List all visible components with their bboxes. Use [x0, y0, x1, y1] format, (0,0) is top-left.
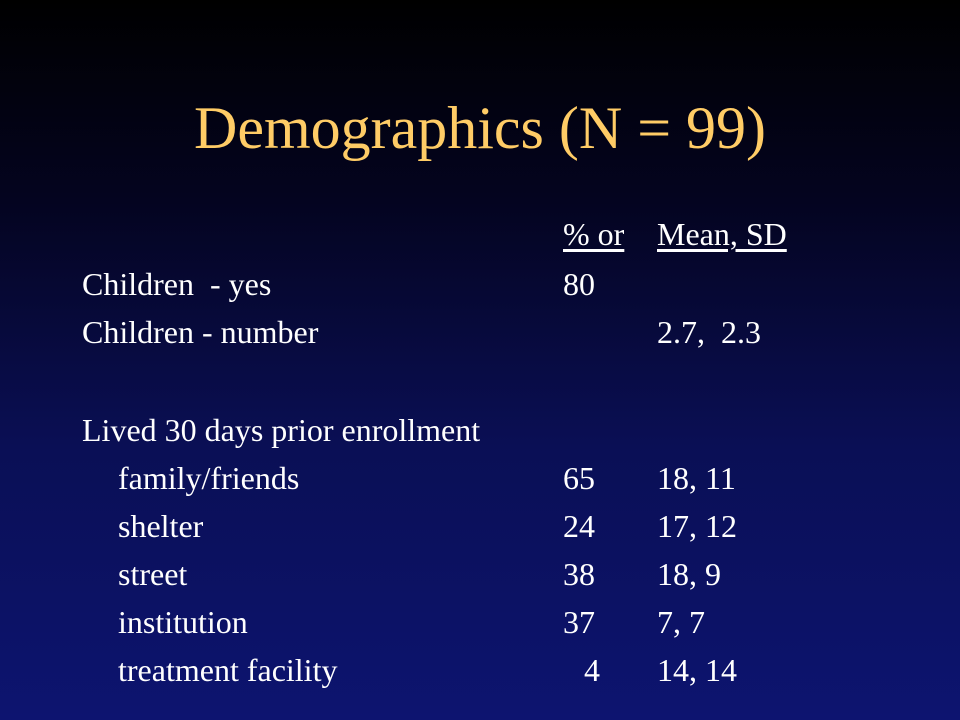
row-percent: 65 — [563, 460, 595, 496]
slide-title: Demographics (N = 99) — [193, 95, 767, 161]
row-mean-sd: 2.7, 2.3 — [657, 314, 761, 350]
row-percent: 24 — [563, 508, 595, 544]
row-mean-sd: 14, 14 — [657, 652, 737, 688]
row-label: street — [118, 556, 188, 592]
column-header-mean-sd: Mean, SD — [657, 216, 787, 252]
row-label: Lived 30 days prior enrollment — [82, 412, 481, 448]
row-label: treatment facility — [118, 652, 338, 688]
row-percent: 4 — [584, 652, 600, 688]
row-label: Children - number — [82, 314, 319, 350]
table-row — [0, 458, 960, 506]
table-row — [0, 312, 960, 360]
row-percent: 37 — [563, 604, 595, 640]
row-label: Children - yes — [82, 266, 272, 302]
row-label: family/friends — [118, 460, 300, 496]
table-row — [0, 554, 960, 602]
table-row — [0, 650, 960, 698]
row-mean-sd: 18, 9 — [657, 556, 721, 592]
row-label: shelter — [118, 508, 204, 544]
table-row — [0, 602, 960, 650]
table-row — [0, 410, 960, 458]
row-label: institution — [118, 604, 248, 640]
table-row — [0, 506, 960, 554]
row-percent: 80 — [563, 266, 595, 302]
row-percent: 38 — [563, 556, 595, 592]
row-mean-sd: 7, 7 — [657, 604, 705, 640]
row-mean-sd: 17, 12 — [657, 508, 737, 544]
table-row — [0, 264, 960, 312]
row-mean-sd: 18, 11 — [657, 460, 736, 496]
column-header-percent: % or — [563, 216, 625, 252]
